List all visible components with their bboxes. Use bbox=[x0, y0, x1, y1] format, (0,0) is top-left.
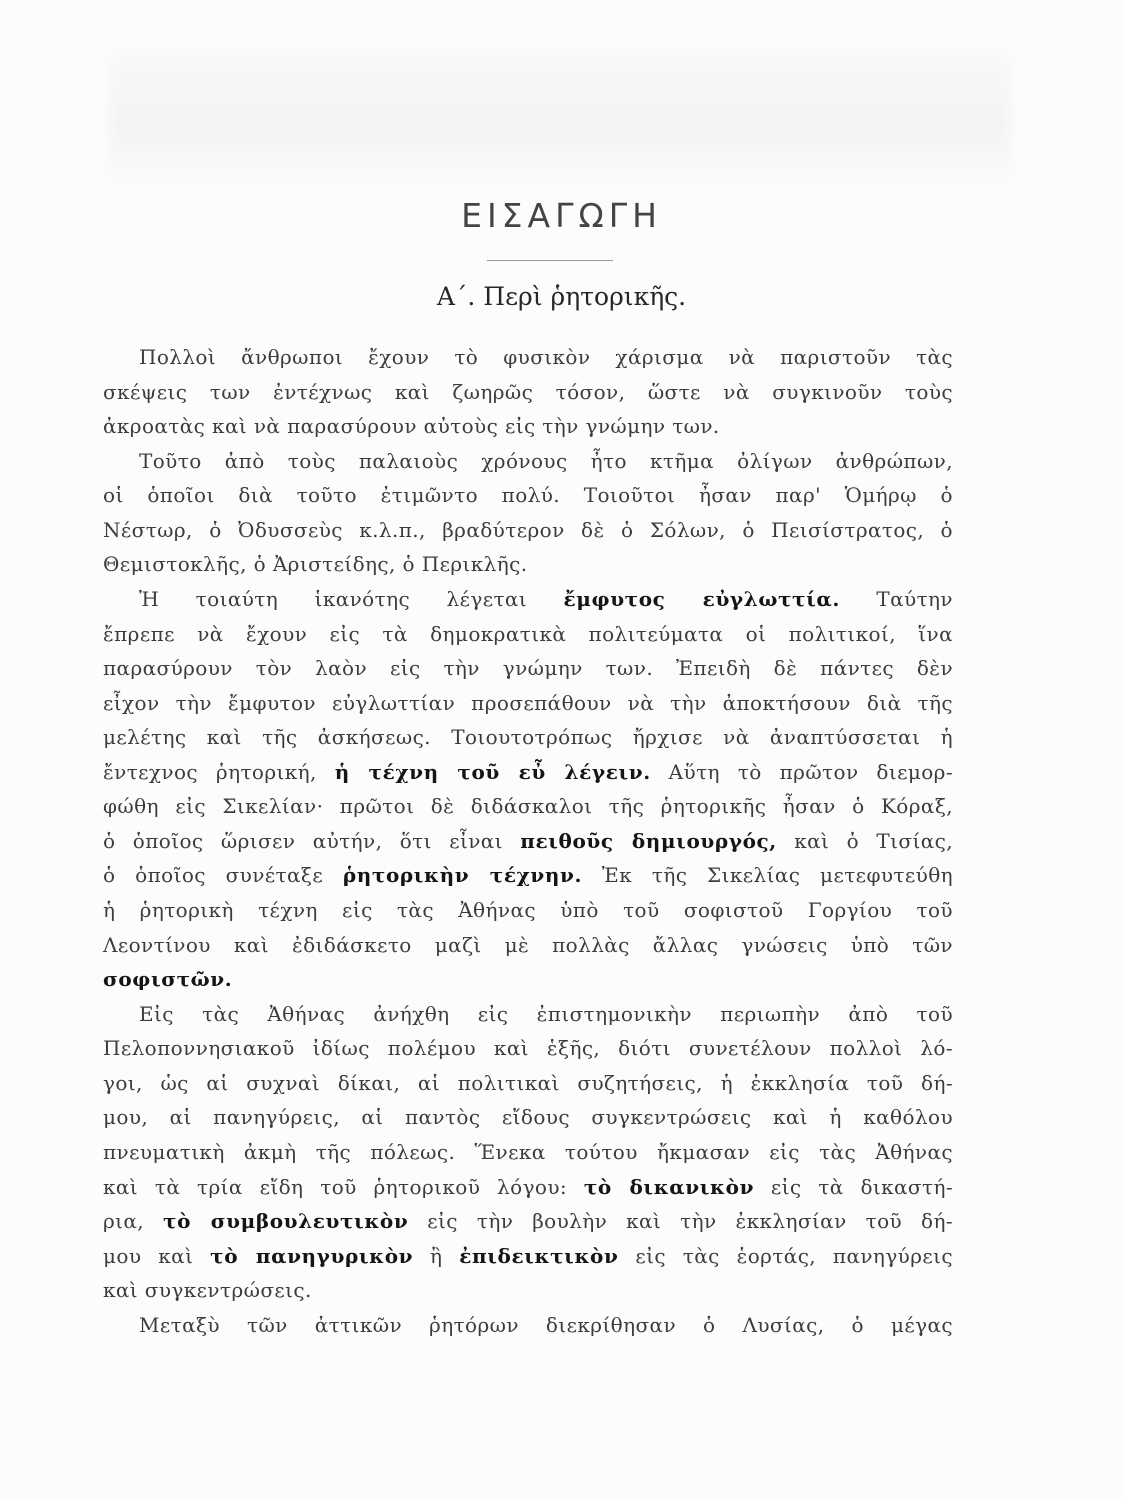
emphasized-term: ῥητορικὴν τέχνην. bbox=[342, 863, 583, 888]
page-title: ΕΙΣΑΓΩΓΗ bbox=[461, 196, 662, 235]
text-run: ὁ ὁποῖος ὥρισεν αὐτήν, ὅτι εἶναι bbox=[103, 828, 521, 853]
text-run: εἰς τὰ δικαστή- bbox=[754, 1174, 953, 1199]
text-run: Αὕτη τὸ πρῶτον διεμορ- bbox=[650, 759, 953, 784]
emphasized-term: ἔμφυτος εὐγλωττία. bbox=[563, 586, 840, 611]
text-run: ἔπρεπε νὰ ἔχουν εἰς τὰ δημοκρατικὰ πολιτεύματα οἱ πολιτικοί, ἵνα bbox=[103, 621, 953, 646]
emphasized-term: σοφιστῶν. bbox=[103, 967, 233, 992]
text-line bbox=[103, 789, 953, 824]
text-run: ρια, bbox=[103, 1209, 164, 1234]
text-run: Θεμιστοκλῆς, ὁ Ἀριστείδης, ὁ Περικλῆς. bbox=[103, 552, 528, 577]
text-run: ἔντεχνος ῥητορική, bbox=[103, 759, 335, 784]
text-run: ἡ ῥητορικὴ τέχνη εἰς τὰς Ἀθήνας ὑπὸ τοῦ σοφιστοῦ Γοργίου τοῦ bbox=[103, 898, 953, 922]
text-run: Πελοποννησιακοῦ ἰδίως πολέμου καὶ ἑξῆς, διότι συνετέλουν πολλοὶ λό- bbox=[103, 1036, 953, 1061]
text-line bbox=[103, 444, 953, 479]
body-text bbox=[103, 340, 953, 1342]
text-run: εἰς τὰς ἑορτάς, πανηγύρεις bbox=[618, 1243, 953, 1268]
text-line bbox=[103, 478, 953, 513]
text-run: καὶ ὁ Τισίας, bbox=[776, 828, 953, 853]
text-run: μου, αἱ πανηγύρεις, αἱ παντὸς εἴδους συγκεντρώσεις καὶ ἡ καθόλου bbox=[103, 1105, 953, 1130]
text-run: Ταύτην bbox=[839, 586, 953, 611]
text-run: Νέστωρ, ὁ Ὀδυσσεὺς κ.λ.π., βραδύτερον δὲ ὁ Σόλων, ὁ Πεισίστρατος, ὁ bbox=[103, 517, 953, 542]
text-line bbox=[103, 1100, 953, 1135]
text-line bbox=[103, 997, 953, 1032]
text-line bbox=[103, 1239, 953, 1274]
text-run: μελέτης καὶ τῆς ἀσκήσεως. Τοιουτοτρόπως ἤρχισε νὰ ἀναπτύσσεται ἡ bbox=[103, 725, 953, 750]
text-line bbox=[103, 409, 953, 444]
text-line bbox=[103, 824, 953, 859]
text-line bbox=[103, 617, 953, 652]
text-line bbox=[103, 582, 953, 617]
text-run: ἢ bbox=[413, 1243, 460, 1268]
text-line bbox=[103, 1273, 953, 1308]
text-run: Λεοντίνου καὶ ἐδιδάσκετο μαζὶ μὲ πολλὰς ἄλλας γνώσεις ὑπὸ τῶν bbox=[103, 932, 953, 957]
text-run: φώθη εἰς Σικελίαν· πρῶτοι δὲ διδάσκαλοι τῆς ῥητορικῆς ἦσαν ὁ Κόραξ, bbox=[103, 794, 953, 819]
text-run: μου καὶ bbox=[103, 1243, 211, 1268]
emphasized-term: πειθοῦς δημιουργός, bbox=[520, 828, 777, 853]
text-line bbox=[103, 513, 953, 548]
text-run: καὶ συγκεντρώσεις. bbox=[103, 1278, 312, 1303]
emphasized-term: τὸ πανηγυρικὸν bbox=[210, 1243, 414, 1268]
text-run: Ἐκ τῆς Σικελίας μετεφυτεύθη bbox=[582, 863, 954, 888]
text-line bbox=[103, 962, 953, 997]
emphasized-term: τὸ συμβουλευτικὸν bbox=[163, 1209, 409, 1234]
text-run: οἱ ὁποῖοι διὰ τοῦτο ἐτιμῶντο πολύ. Τοιοῦτοι ἦσαν παρ' Ὁμήρῳ ὁ bbox=[103, 483, 953, 508]
bleed-through-shadow bbox=[110, 55, 1010, 195]
text-run: σκέψεις των ἐντέχνως καὶ ζωηρῶς τόσον, ὥστε νὰ συγκινοῦν τοὺς bbox=[103, 379, 953, 404]
text-line bbox=[103, 893, 953, 928]
text-run: ὁ ὁποῖος συνέταξε bbox=[103, 863, 343, 888]
text-run: παρασύρουν τὸν λαὸν εἰς τὴν γνώμην των. Ἐπειδὴ δὲ πάντες δὲν bbox=[103, 656, 953, 681]
text-line bbox=[103, 928, 953, 963]
text-line bbox=[103, 547, 953, 582]
text-run: γοι, ὡς αἱ συχναὶ δίκαι, αἱ πολιτικαὶ συζητήσεις, ἡ ἐκκλησία τοῦ δή- bbox=[103, 1070, 953, 1095]
text-run: καὶ τὰ τρία εἴδη τοῦ ῥητορικοῦ λόγου: bbox=[103, 1174, 584, 1199]
emphasized-term: τὸ δικανικὸν bbox=[583, 1174, 755, 1199]
text-run: Ἡ τοιαύτη ἱκανότης λέγεται bbox=[139, 586, 564, 611]
text-run: ἀκροατὰς καὶ νὰ παρασύρουν αὐτοὺς εἰς τὴν γνώμην των. bbox=[103, 414, 720, 439]
emphasized-term: ἡ τέχνη τοῦ εὖ λέγειν. bbox=[334, 759, 651, 784]
emphasized-term: ἐπιδεικτικὸν bbox=[459, 1243, 619, 1268]
text-line bbox=[103, 1066, 953, 1101]
text-run: Τοῦτο ἀπὸ τοὺς παλαιοὺς χρόνους ἦτο κτῆμα ὀλίγων ἀνθρώπων, bbox=[139, 448, 953, 473]
text-run: Μεταξὺ τῶν ἀττικῶν ῥητόρων διεκρίθησαν ὁ Λυσίας, ὁ μέγας bbox=[139, 1312, 953, 1337]
text-line bbox=[103, 755, 953, 790]
text-line bbox=[103, 340, 953, 375]
text-line bbox=[103, 375, 953, 410]
text-run: εἰς τὴν βουλὴν καὶ τὴν ἐκκλησίαν τοῦ δή- bbox=[408, 1209, 953, 1234]
text-line bbox=[103, 651, 953, 686]
text-line bbox=[103, 1031, 953, 1066]
text-run: Πολλοὶ ἄνθρωποι ἔχουν τὸ φυσικὸν χάρισμα νὰ παριστοῦν τὰς bbox=[139, 345, 953, 369]
text-run: πνευματικὴ ἀκμὴ τῆς πόλεως. Ἕνεκα τούτου ἤκμασαν εἰς τὰς Ἀθήνας bbox=[103, 1139, 953, 1164]
text-run: Εἰς τὰς Ἀθήνας ἀνήχθη εἰς ἐπιστημονικὴν περιωπὴν ἀπὸ τοῦ bbox=[139, 1001, 953, 1026]
title-underline bbox=[487, 260, 613, 261]
text-line bbox=[103, 1170, 953, 1205]
section-heading: Α΄. Περὶ ῥητορικῆς. bbox=[436, 282, 687, 311]
text-line bbox=[103, 686, 953, 721]
text-line bbox=[103, 720, 953, 755]
text-run: εἶχον τὴν ἔμφυτον εὐγλωττίαν προσεπάθουν νὰ τὴν ἀποκτήσουν διὰ τῆς bbox=[103, 690, 953, 715]
text-line bbox=[103, 1135, 953, 1170]
text-line bbox=[103, 1308, 953, 1343]
text-line bbox=[103, 858, 953, 893]
text-line bbox=[103, 1204, 953, 1239]
